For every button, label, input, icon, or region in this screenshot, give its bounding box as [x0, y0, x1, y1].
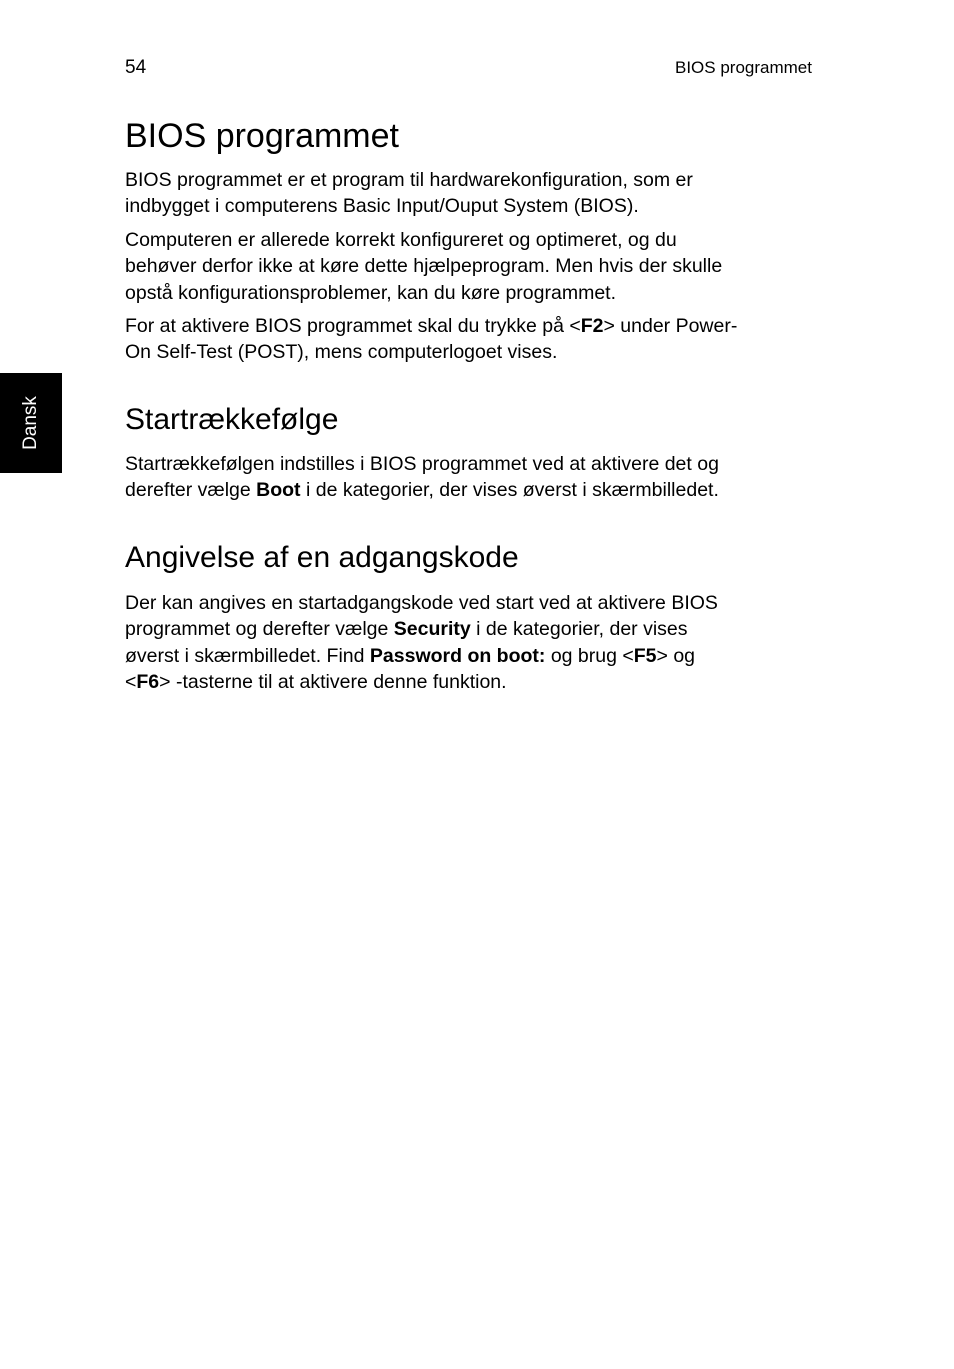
- text-line: indbygget i computerens Basic Input/Ouput System (BIOS).: [125, 195, 639, 218]
- text-run: > -tasterne til at aktivere denne funktion.: [159, 670, 507, 693]
- text-line: behøver derfor ikke at køre dette hjælpeprogram. Men hvis der skulle: [125, 255, 723, 278]
- text-run: > under Power-: [603, 315, 738, 337]
- text-line: On Self-Test (POST), mens computerlogoet vises.: [125, 341, 558, 364]
- text-run: > og: [656, 644, 696, 667]
- text-line: opstå konfigurationsproblemer, kan du køre programmet.: [125, 281, 616, 304]
- side-tab-label: Dansk: [20, 396, 41, 450]
- section-heading-password: Angivelse af en adgangskode: [125, 541, 519, 574]
- text-line: Der kan angives en startadgangskode ved start ved at aktivere BIOS: [125, 592, 718, 614]
- text-run: programmet og derefter vælge: [125, 618, 394, 641]
- text-run: For at aktivere BIOS programmet skal du trykke på <: [125, 315, 581, 337]
- section-heading-boot: Startrækkefølge: [125, 403, 339, 436]
- text-line: BIOS programmet er et program til hardwarekonfiguration, som er: [125, 169, 693, 191]
- text-run: øverst i skærmbilledet. Find: [125, 644, 370, 667]
- text-line: Startrækkefølgen indstilles i BIOS programmet ved at aktivere det og: [125, 453, 719, 475]
- bios-paragraph-3: [125, 313, 825, 366]
- bios-paragraph-1: [125, 167, 825, 220]
- key-f2: F2: [580, 315, 604, 337]
- bios-paragraph-2: [125, 227, 825, 306]
- password-paragraph: [125, 590, 825, 695]
- text-run: i de kategorier, der vises øverst i skærmbilledet.: [300, 479, 719, 502]
- section-heading-bios: BIOS programmet: [125, 117, 399, 155]
- term-password-on-boot: Password on boot:: [369, 644, 546, 667]
- text-run: i de kategorier, der vises: [470, 618, 688, 641]
- text-line: Computeren er allerede korrekt konfigureret og optimeret, og du: [125, 229, 677, 251]
- text-run: derefter vælge: [125, 479, 257, 502]
- key-f5: F5: [633, 644, 657, 667]
- text-run: <: [125, 670, 137, 693]
- term-boot: Boot: [256, 479, 301, 502]
- page-number: 54: [125, 57, 147, 78]
- key-f6: F6: [136, 670, 160, 693]
- term-security: Security: [393, 618, 471, 641]
- boot-paragraph: [125, 451, 825, 504]
- running-header: BIOS programmet: [675, 58, 812, 77]
- language-side-tab: [0, 373, 62, 473]
- text-run: og brug <: [545, 644, 634, 667]
